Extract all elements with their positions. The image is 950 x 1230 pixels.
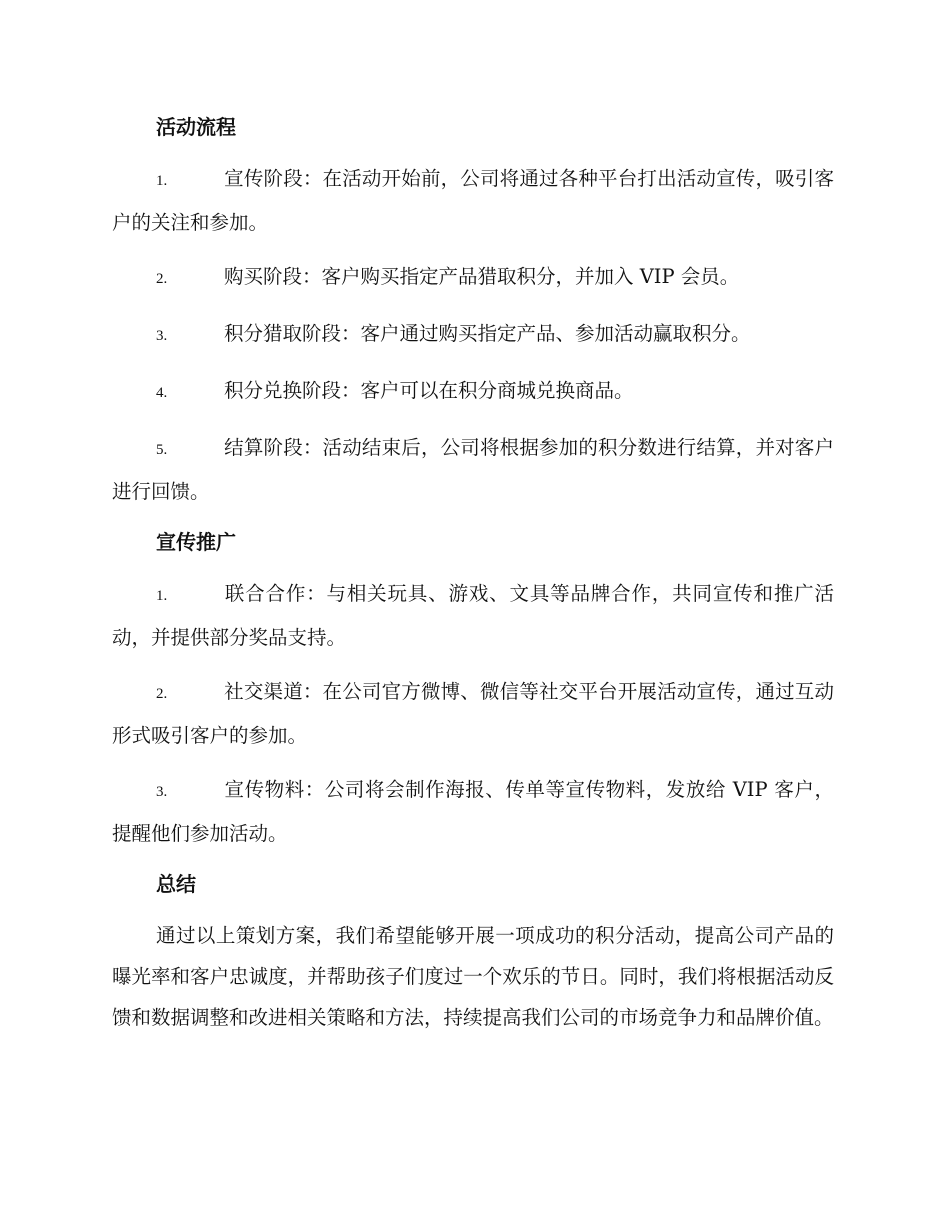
list-text: 积分猎取阶段：客户通过购买指定产品、参加活动赢取积分。 [224, 322, 751, 345]
list-text: 宣传物料：公司将会制作海报、传单等宣传物料，发放给 VIP 客户，提醒他们参加活动。 [112, 778, 834, 845]
list-text: 宣传阶段：在活动开始前，公司将通过各种平台打出活动宣传，吸引客户的关注和参加。 [112, 167, 834, 234]
list-item [112, 370, 834, 414]
list-number: 1. [156, 588, 168, 604]
list-text: 购买阶段：客户购买指定产品猎取积分，并加入 VIP 会员。 [224, 265, 740, 288]
section-heading-promotion: 宣传推广 [156, 530, 236, 554]
summary-paragraph: 通过以上策划方案，我们希望能够开展一项成功的积分活动，提高公司产品的曝光率和客户忠诚度，并帮助孩子们度过一个欢乐的节日。同时，我们将根据活动反馈和数据调整和改进相关策略和方法，持续提高我们公司的市场竞争力和品牌价值。 [112, 924, 834, 1029]
list-number: 5. [156, 442, 168, 458]
section-heading-summary: 总结 [156, 872, 196, 896]
list-item [112, 573, 834, 658]
list-number: 1. [156, 173, 168, 189]
document-content [112, 110, 834, 1038]
list-number: 2. [156, 686, 168, 702]
list-number: 3. [156, 328, 168, 344]
list-number: 2. [156, 271, 168, 287]
list-item [112, 427, 834, 512]
list-item [112, 313, 834, 357]
list-number: 3. [156, 784, 168, 800]
list-item [112, 158, 834, 243]
list-number: 4. [156, 385, 168, 401]
list-item [112, 671, 834, 756]
list-item [112, 769, 834, 854]
list-text: 联合合作：与相关玩具、游戏、文具等品牌合作，共同宣传和推广活动，并提供部分奖品支持。 [112, 582, 834, 649]
list-item [112, 256, 834, 300]
section-heading-activity-flow: 活动流程 [156, 115, 236, 139]
list-text: 积分兑换阶段：客户可以在积分商城兑换商品。 [224, 379, 634, 402]
list-text: 社交渠道：在公司官方微博、微信等社交平台开展活动宣传，通过互动形式吸引客户的参加。 [112, 680, 834, 747]
list-text: 结算阶段：活动结束后，公司将根据参加的积分数进行结算，并对客户进行回馈。 [112, 436, 834, 503]
